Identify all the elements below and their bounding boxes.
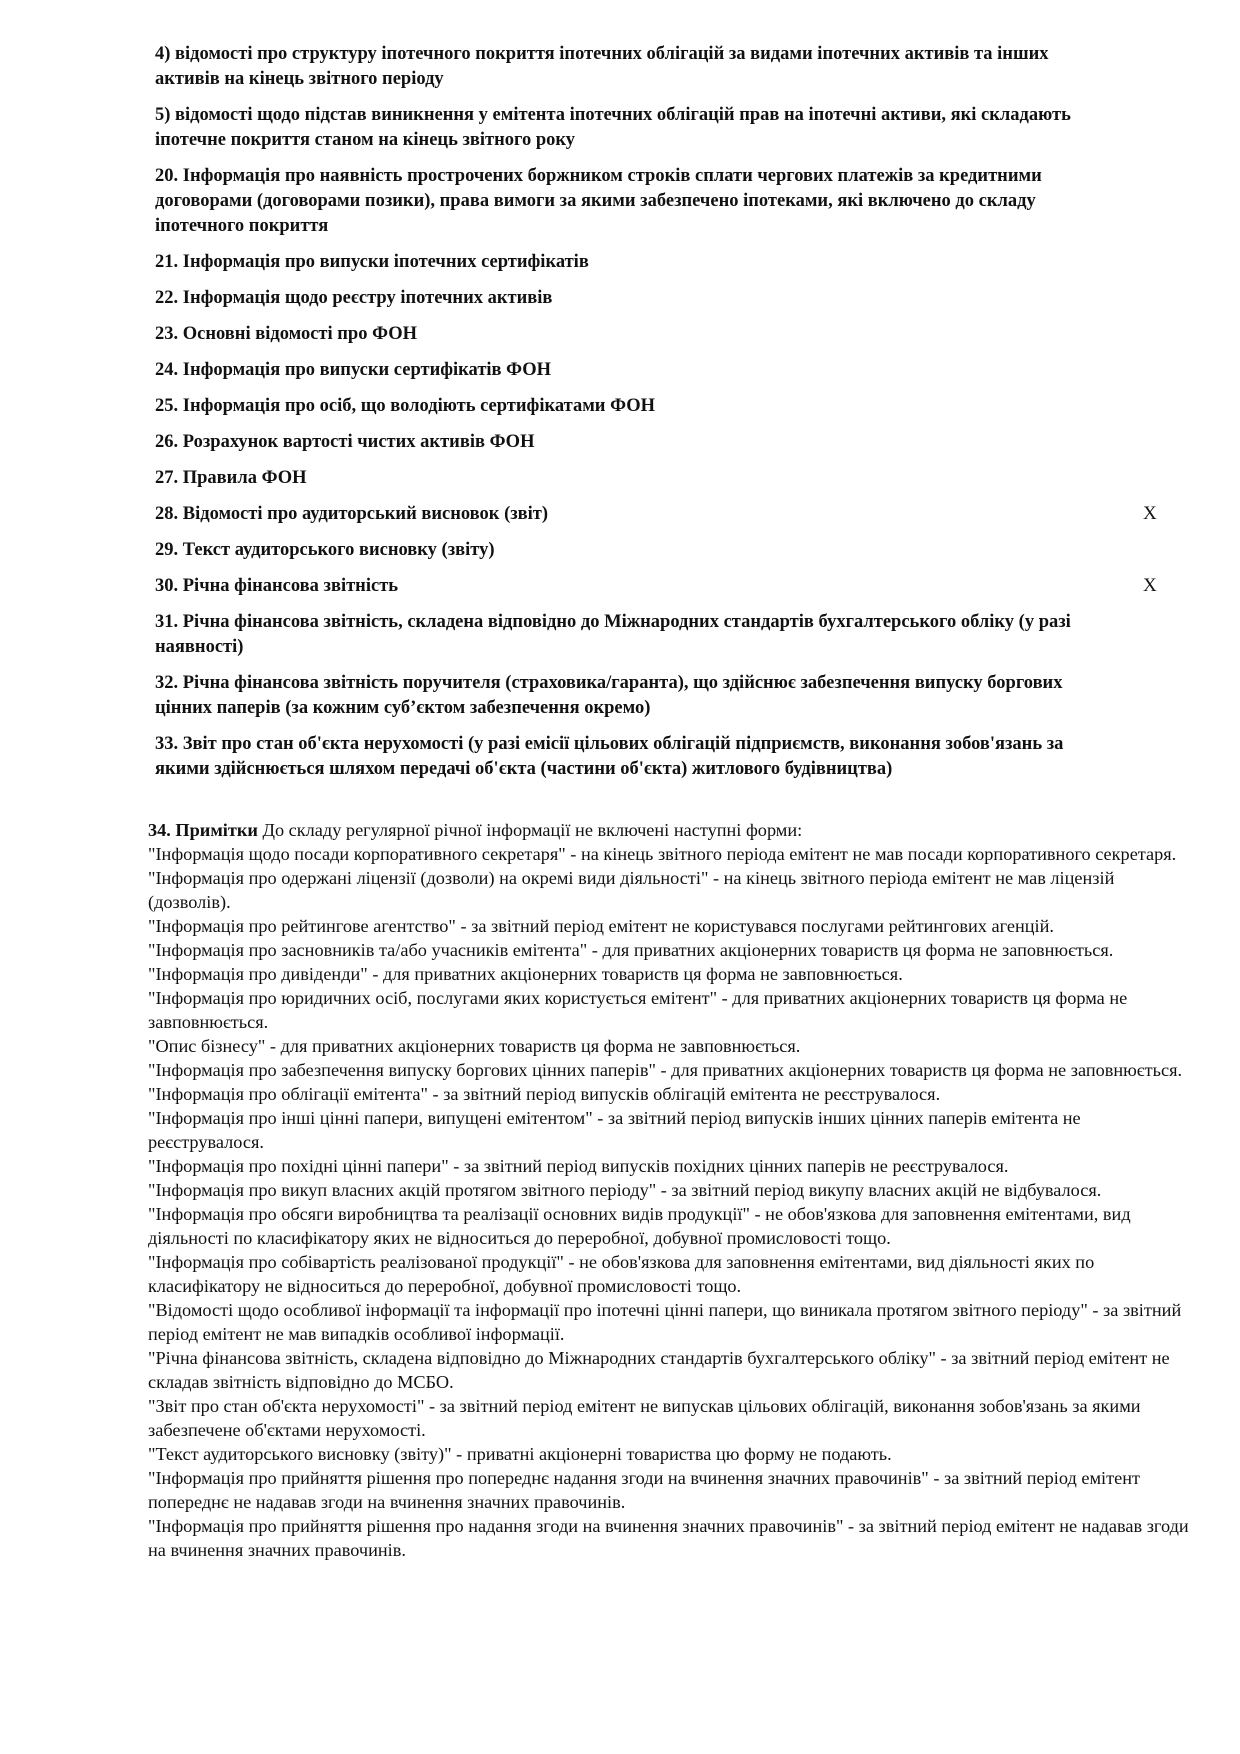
item-25-fon-holders: 25. Інформація про осіб, що володіють сертифікатами ФОН	[155, 396, 655, 416]
item-30-annual-financial-statements: 30. Річна фінансова звітність	[155, 576, 399, 596]
item-4-mortgage-coverage-structure: 4) відомості про структуру іпотечного покриття іпотечних облігацій за видами іпотечних активів та інших активів на кінець звітного періоду	[155, 44, 1049, 89]
item-21-mortgage-certificates: 21. Інформація про випуски іпотечних сертифікатів	[155, 252, 589, 272]
item-30-mark: X	[1143, 575, 1157, 596]
item-32-guarantor-statements: 32. Річна фінансова звітність поручителя (страховика/гаранта), що здійснює забезпечення випуску боргових цінних паперів (за кожним суб’єктом забезпечення окремо)	[155, 673, 1063, 718]
item-28-audit-report-info: 28. Відомості про аудиторський висновок (звіт)	[155, 504, 549, 524]
note-item: "Інформація про дивіденди" - для приватних акціонерних товариств ця форма не завповнюється.	[148, 964, 903, 984]
note-item: "Інформація про викуп власних акцій протягом звітного періоду" - за звітний період викупу власних акцій не відбувалося.	[148, 1180, 1102, 1200]
note-item: "Річна фінансова звітність, складена відповідно до Міжнародних стандартів бухгалтерського обліку" - за звітний період емітент не складав звітність відповідно до МСБО.	[148, 1348, 1170, 1392]
notes-intro: До складу регулярної річної інформації не включені наступні форми:	[262, 820, 803, 840]
note-item: "Інформація про облігації емітента" - за звітний період випусків облігацій емітента не реєструвалося.	[148, 1084, 941, 1104]
note-item: "Інформація про рейтингове агентство" - за звітний період емітент не користувався послугами рейтингових агенцій.	[148, 916, 1054, 936]
note-item: "Інформація про забезпечення випуску боргових цінних паперів" - для приватних акціонерних товариств ця форма не заповнюється.	[148, 1060, 1183, 1080]
notes-section	[148, 818, 1198, 1562]
item-23-fon-basic-info: 23. Основні відомості про ФОН	[155, 324, 417, 344]
item-20-overdue-payments: 20. Інформація про наявність прострочених боржником строків сплати чергових платежів за кредитними договорами (договорами позики), права вимоги за якими забезпечено іпотеками, які включено до складу іпотечного покриття	[155, 166, 1042, 236]
note-item: "Звіт про стан об'єкта нерухомості" - за звітний період емітент не випускав цільових облігацій, виконання зобов'язань за якими забезпечене об'єктами нерухомості.	[148, 1396, 1141, 1440]
item-29-audit-report-text: 29. Текст аудиторського висновку (звіту)	[155, 540, 495, 560]
item-5-mortgage-rights-basis: 5) відомості щодо підстав виникнення у емітента іпотечних облігацій прав на іпотечні активи, які складають іпотечне покриття станом на кінець звітного року	[155, 105, 1071, 150]
note-item: "Інформація про інші цінні папери, випущені емітентом" - за звітний період випусків інших цінних паперів емітента не реєструвалося.	[148, 1108, 1081, 1152]
notes-title: 34. Примітки	[148, 820, 258, 840]
note-item: "Інформація про обсяги виробництва та реалізації основних видів продукції" - не обов'язкова для заповнення емітентами, вид діяльності по класифікатору яких не відноситься до переробної, добувної промисловості тощо.	[148, 1204, 1131, 1248]
note-item: "Інформація про юридичних осіб, послугами яких користується емітент" - для приватних акціонерних товариств ця форма не завповнюється.	[148, 988, 1128, 1032]
item-22-mortgage-register: 22. Інформація щодо реєстру іпотечних активів	[155, 288, 553, 308]
note-item: "Інформація про прийняття рішення про надання згоди на вчинення значних правочинів" - за звітний період емітент не надавав згоди на вчинення значних правочинів.	[148, 1516, 1189, 1560]
note-item: "Інформація про прийняття рішення про попереднє надання згоди на вчинення значних правочинів" - за звітний період емітент попереднє не надавав згоди на вчинення значних правочинів.	[148, 1468, 1140, 1512]
item-28-mark: X	[1143, 503, 1157, 524]
item-27-fon-rules: 27. Правила ФОН	[155, 468, 307, 488]
note-item: "Відомості щодо особливої інформації та інформації про іпотечні цінні папери, що виникала протягом звітного періоду" - за звітний період емітент не мав випадків особливої інформації.	[148, 1300, 1182, 1344]
note-item: "Інформація про одержані ліцензії (дозволи) на окремі види діяльності" - на кінець звітного періода емітент не мав ліцензій (дозволів).	[148, 868, 1115, 912]
item-24-fon-certificates: 24. Інформація про випуски сертифікатів ФОН	[155, 360, 552, 380]
item-31-ifrs-statements: 31. Річна фінансова звітність, складена відповідно до Міжнародних стандартів бухгалтерського обліку (у разі наявності)	[155, 612, 1071, 657]
item-26-fon-net-assets: 26. Розрахунок вартості чистих активів ФОН	[155, 432, 535, 452]
note-item: "Інформація щодо посади корпоративного секретаря" - на кінець звітного періода емітент не мав посади корпоративного секретаря.	[148, 844, 1177, 864]
note-item: "Інформація про засновників та/або учасників емітента" - для приватних акціонерних товариств ця форма не заповнюється.	[148, 940, 1114, 960]
note-item: "Опис бізнесу" - для приватних акціонерних товариств ця форма не завповнюється.	[148, 1036, 801, 1056]
note-item: "Текст аудиторського висновку (звіту)" - приватні акціонерні товариства цю форму не подають.	[148, 1444, 892, 1464]
item-33-real-estate-report: 33. Звіт про стан об'єкта нерухомості (у разі емісії цільових облігацій підприємств, виконання зобов'язань за якими здійснюється шляхом передачі об'єкта (частини об'єкта) житлового будівництва)	[155, 734, 1064, 779]
note-item: "Інформація про собівартість реалізованої продукції" - не обов'язкова для заповнення емітентами, вид діяльності яких по класифікатору не відноситься до переробної, добувної промисловості тощо.	[148, 1252, 1095, 1296]
notes-list	[148, 842, 1198, 1562]
note-item: "Інформація про похідні цінні папери" - за звітний період випусків похідних цінних паперів не реєструвалося.	[148, 1156, 1009, 1176]
